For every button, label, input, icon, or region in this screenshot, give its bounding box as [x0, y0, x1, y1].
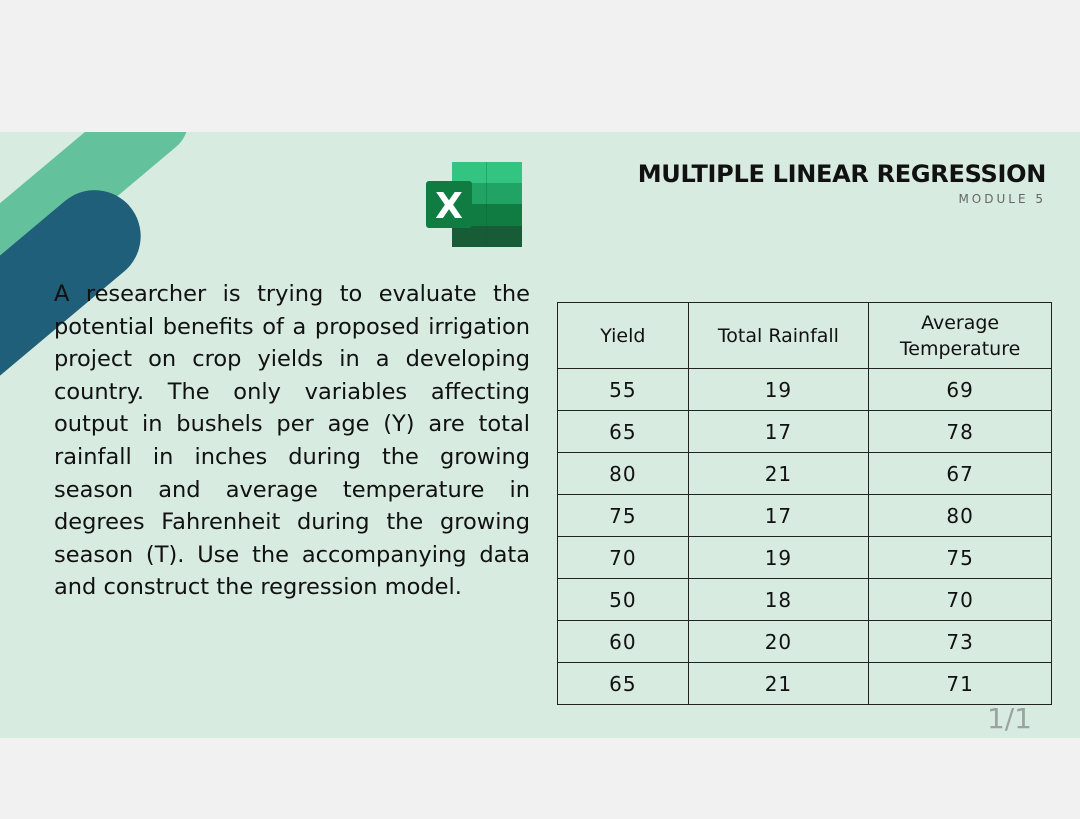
cell-temperature: 70: [869, 579, 1052, 621]
table-row: [558, 495, 1052, 537]
page-indicator: 1/1: [986, 702, 1032, 735]
problem-paragraph: A researcher is trying to evaluate the potential benefits of a proposed irrigation project on crop yields in a developing country. The only variables affecting output in bushels per age (Y) are total rainfall in inches during the growing season and average temperature in degrees Fahrenheit during the growing season (T). Use the accompanying data and construct the regression model.: [54, 281, 530, 601]
cell-yield: 50: [558, 579, 689, 621]
table-row: [558, 453, 1052, 495]
table-row: [558, 537, 1052, 579]
slide-title: MULTIPLE LINEAR REGRESSION: [637, 160, 1046, 188]
table-row: [558, 579, 1052, 621]
cell-rainfall: 18: [688, 579, 869, 621]
cell-rainfall: 20: [688, 621, 869, 663]
cell-rainfall: 21: [688, 663, 869, 705]
table-row: [558, 369, 1052, 411]
header-yield: Yield: [558, 303, 689, 369]
cell-rainfall: 19: [688, 369, 869, 411]
excel-logo-letter: X: [435, 186, 463, 227]
cell-yield: 65: [558, 411, 689, 453]
data-table: [557, 302, 1052, 705]
cell-temperature: 80: [869, 495, 1052, 537]
cell-temperature: 75: [869, 537, 1052, 579]
cell-yield: 60: [558, 621, 689, 663]
cell-rainfall: 19: [688, 537, 869, 579]
header-total-rainfall: Total Rainfall: [688, 303, 869, 369]
cell-temperature: 69: [869, 369, 1052, 411]
cell-temperature: 67: [869, 453, 1052, 495]
excel-icon: [426, 162, 524, 248]
cell-rainfall: 21: [688, 453, 869, 495]
table-row: [558, 663, 1052, 705]
cell-yield: 65: [558, 663, 689, 705]
cell-rainfall: 17: [688, 411, 869, 453]
cell-rainfall: 17: [688, 495, 869, 537]
slide: [0, 132, 1080, 738]
cell-temperature: 71: [869, 663, 1052, 705]
slide-subtitle: MODULE 5: [958, 192, 1046, 206]
table-row: [558, 621, 1052, 663]
cell-temperature: 73: [869, 621, 1052, 663]
cell-yield: 70: [558, 537, 689, 579]
cell-yield: 55: [558, 369, 689, 411]
table-header-row: [558, 303, 1052, 369]
table-row: [558, 411, 1052, 453]
cell-yield: 80: [558, 453, 689, 495]
cell-yield: 75: [558, 495, 689, 537]
cell-temperature: 78: [869, 411, 1052, 453]
header-average-temperature: Average Temperature: [869, 303, 1052, 369]
